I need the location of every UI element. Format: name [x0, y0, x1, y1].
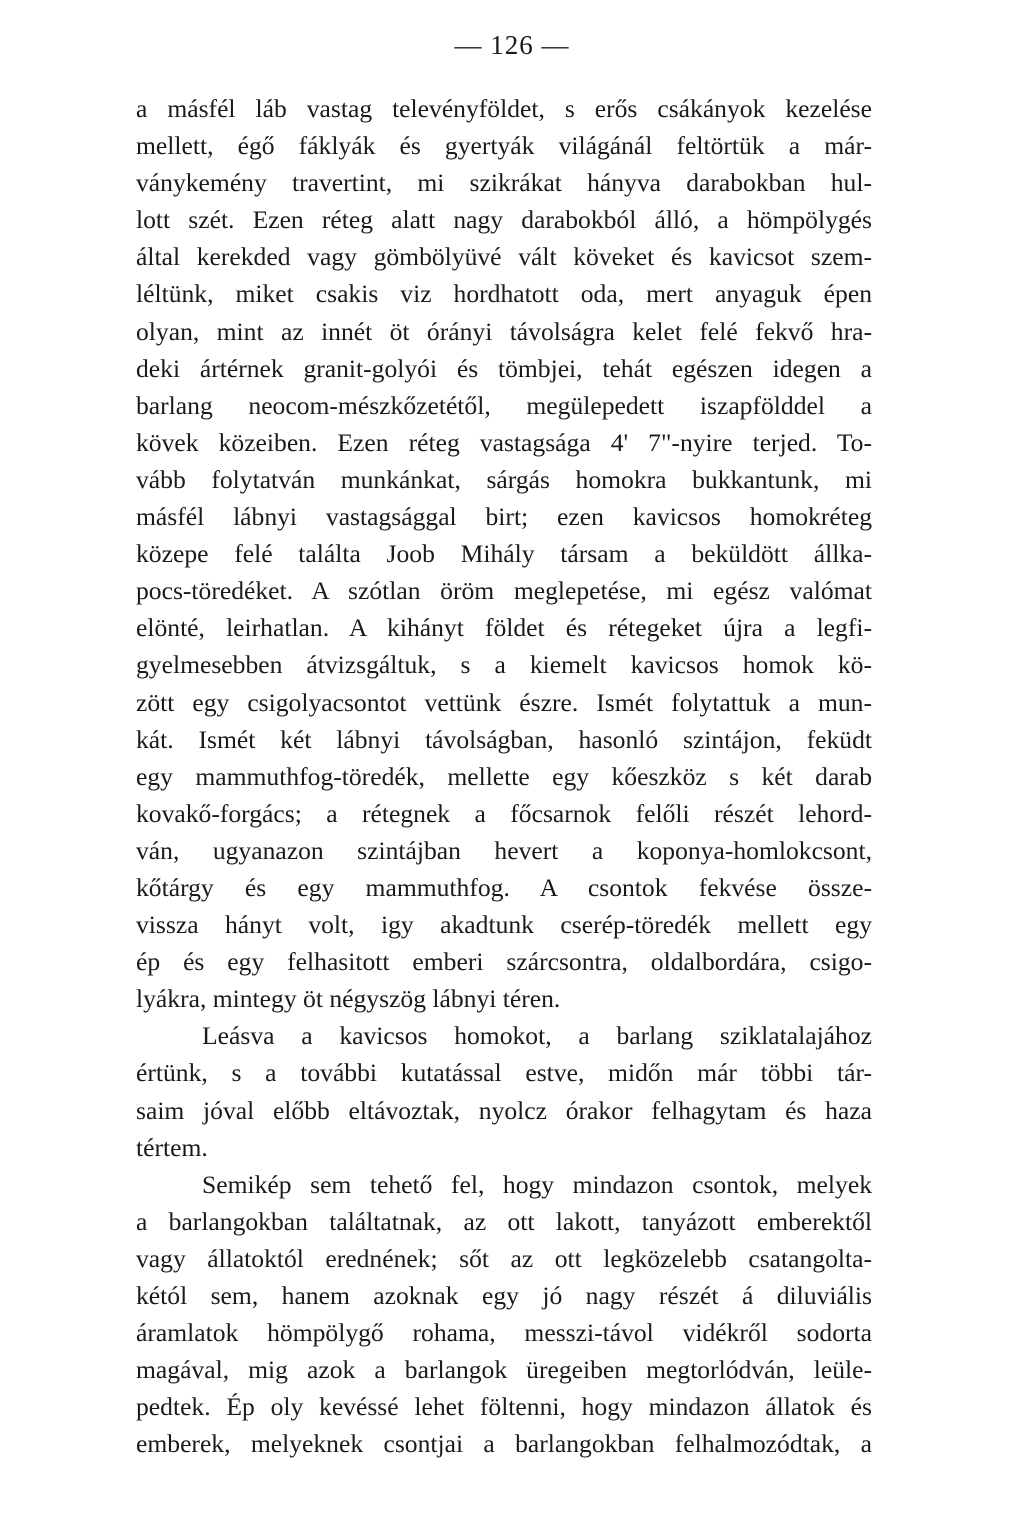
text-line: zött egy csigolyacsontot vettünk észre. Ismét folytattuk a mun- — [136, 687, 872, 717]
text-line: másfél lábnyi vastagsággal birt; ezen kavicsos homokréteg — [136, 502, 872, 532]
text-line: a barlangokban találtatnak, az ott lakott, tanyázott emberektől — [136, 1206, 872, 1236]
text-line: kát. Ismét két lábnyi távolságban, hasonló szintájon, feküdt — [136, 724, 872, 754]
text-line: saim jóval előbb eltávoztak, nyolcz órakor felhagytam és haza — [136, 1095, 872, 1125]
text-line: vissza hányt volt, igy akadtunk cserép-töredék mellett egy — [136, 910, 872, 940]
page-number-header: — 126 — — [454, 30, 570, 60]
text-line: ép és egy felhasitott emberi szárcsontra, oldalbordára, csigo- — [136, 947, 872, 977]
text-line: lott szét. Ezen réteg alatt nagy darabokból álló, a hömpölygés — [136, 205, 872, 235]
text-line: által kerekded vagy gömbölyüvé vált köveket és kavicsot szem- — [136, 242, 872, 272]
text-line: barlang neocom-mészkőzetétől, megülepedett iszapfölddel a — [136, 390, 872, 420]
text-line: kovakő-forgács; a rétegnek a főcsarnok felőli részét lehord- — [136, 798, 872, 828]
text-line: kőtárgy és egy mammuthfog. A csontok fekvése össze- — [136, 872, 872, 902]
text-line: pocs-töredéket. A szótlan öröm meglepetése, mi egész valómat — [136, 576, 872, 606]
text-line: magával, mig azok a barlangok üregeiben megtorlódván, leüle- — [136, 1355, 872, 1385]
paragraph-3 — [136, 1166, 872, 1463]
text-line: olyan, mint az innét öt órányi távolságra kelet felé fekvő hra- — [136, 316, 872, 346]
text-line: kövek közeiben. Ezen réteg vastagsága 4' 7"-nyire terjed. To- — [136, 427, 872, 457]
text-line: vább folytatván munkánkat, sárgás homokra bukkantunk, mi — [136, 464, 872, 494]
page-body-text — [136, 90, 872, 1462]
text-line: léltünk, miket csakis viz hordhatott oda, mert anyaguk épen — [136, 279, 872, 309]
text-line: áramlatok hömpölygő rohama, messzi-távol vidékről sodorta — [136, 1318, 872, 1348]
text-line: deki ártérnek granit-golyói és tömbjei, tehát egészen idegen a — [136, 353, 872, 383]
text-line: vagy állatoktól erednének; sőt az ott legközelebb csatangolta- — [136, 1243, 872, 1273]
paragraph-1 — [136, 90, 872, 1017]
text-line: pedtek. Ép oly kevéssé lehet föltenni, hogy mindazon állatok és — [136, 1392, 872, 1422]
text-line: ványkemény travertint, mi szikrákat hányva darabokban hul- — [136, 168, 872, 198]
text-line: Semikép sem tehető fel, hogy mindazon csontok, melyek — [202, 1169, 872, 1199]
text-line: a másfél láb vastag televényföldet, s erős csákányok kezelése — [136, 94, 872, 123]
paragraph-2 — [136, 1017, 872, 1165]
text-line: kétól sem, hanem azoknak egy jó nagy részét á diluviális — [136, 1281, 872, 1310]
text-line: tértem. — [136, 1132, 208, 1162]
text-line: közepe felé találta Joob Mihály társam a beküldött állka- — [136, 539, 872, 569]
text-line: egy mammuthfog-töredék, mellette egy kőeszköz s két darab — [136, 761, 872, 791]
text-line: mellett, égő fáklyák és gyertyák világánál feltörtük a már- — [136, 131, 872, 161]
text-line: elönté, leirhatlan. A kihányt földet és rétegeket újra a legfi- — [136, 613, 872, 643]
text-line: Leásva a kavicsos homokot, a barlang sziklatalajához — [202, 1021, 872, 1051]
text-line: lyákra, mintegy öt négyszög lábnyi téren. — [136, 984, 561, 1014]
text-line: ván, ugyanazon szintájban hevert a koponya-homlokcsont, — [136, 835, 872, 865]
text-line: értünk, s a további kutatással estve, midőn már többi tár- — [136, 1058, 872, 1088]
text-line: gyelmesebben átvizsgáltuk, s a kiemelt kavicsos homok kö- — [136, 650, 872, 680]
text-line: emberek, melyeknek csontjai a barlangokban felhalmozódtak, a — [136, 1429, 872, 1459]
